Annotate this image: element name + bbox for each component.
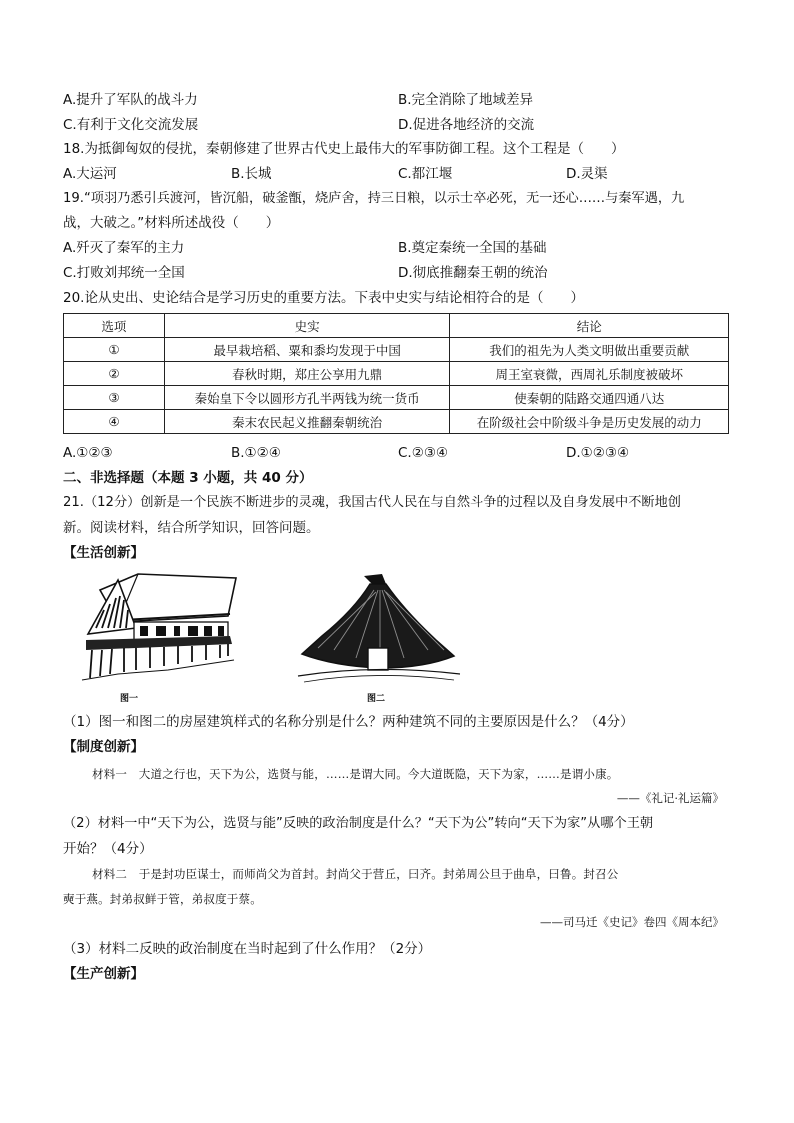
q17-option-a: A.提升了军队的战斗力 [63,92,198,108]
material1-source: ——《礼记·礼运篇》 [616,791,724,805]
q20-table [63,313,729,434]
section2-title: 二、非选择题（本题 3 小题，共 40 分） [63,470,313,486]
q18-option-d: D.灵渠 [566,166,608,182]
table-cell: 周王室衰微，西周礼乐制度被破坏 [450,362,729,386]
q19-option-b: B.奠定秦统一全国的基础 [398,240,547,256]
table-cell: 最早栽培稻、粟和黍均发现于中国 [164,338,450,362]
table-row [64,338,729,362]
figure-round-hut [294,570,464,685]
table-cell: ④ [64,410,165,434]
figure1-caption: 图一 [120,694,139,704]
table-cell: 使秦朝的陆路交通四通八达 [450,386,729,410]
q21-intro-line1: 21.（12分）创新是一个民族不断进步的灵魂，我国古代人民在与自然斗争的过程以及自身发展中不断地创 [63,495,681,510]
q20-option-c: C.②③④ [398,445,449,461]
figure2-caption: 图二 [367,694,386,704]
q21-sub2-line2: 开始？（4分） [63,841,153,857]
table-cell: ③ [64,386,165,410]
table-row [64,410,729,434]
material2-line1: 材料二 于是封功臣谋士，而师尚父为首封。封尚父于营丘，曰齐。封弟周公旦于曲阜，曰鲁。封召公 [92,867,619,881]
material2-source: ——司马迁《史记》卷四《周本纪》 [540,915,724,929]
q18-option-c: C.都江堰 [398,166,453,182]
q21-sub2-line1: （2）材料一中“天下为公，选贤与能”反映的政治制度是什么？“天下为公”转向“天下为家”从哪个王朝 [63,816,654,831]
q19-stem-line2: 战，大破之。”材料所述战役（ ） [63,215,280,231]
q17-option-b: B.完全消除了地域差异 [398,92,534,108]
q20-option-b: B.①②④ [231,445,281,461]
table-row [64,386,729,410]
q19-stem-line1: 19.“项羽乃悉引兵渡河，皆沉船，破釜甑，烧庐舍，持三日粮，以示士卒必死，无一还心……与秦军遇，九 [63,191,685,206]
q21-intro-line2: 新。阅读材料，结合所学知识，回答问题。 [63,520,320,536]
q17-option-d: D.促进各地经济的交流 [398,117,535,133]
table-row [64,362,729,386]
q20-stem: 20.论从史出、史论结合是学习历史的重要方法。下表中史实与结论相符合的是（ ） [63,290,584,306]
table-cell: 春秋时期，郑庄公享用九鼎 [164,362,450,386]
table-header-row [64,314,729,338]
q17-option-c: C.有利于文化交流发展 [63,117,199,133]
heading-life-innovation: 【生活创新】 [63,545,144,561]
q19-option-c: C.打败刘邦统一全国 [63,265,185,281]
q19-option-a: A.歼灭了秦军的主力 [63,240,185,256]
q18-stem: 18.为抵御匈奴的侵扰，秦朝修建了世界古代史上最伟大的军事防御工程。这个工程是（ ） [63,141,625,157]
q18-option-b: B.长城 [231,166,272,182]
table-cell: 秦始皇下令以圆形方孔半两钱为统一货币 [164,386,450,410]
figure-stilt-house [78,570,243,685]
q21-sub3: （3）材料二反映的政治制度在当时起到了什么作用？（2分） [63,941,432,957]
q18-option-a: A.大运河 [63,166,117,182]
table-cell: 在阶级社会中阶级斗争是历史发展的动力 [450,410,729,434]
table-cell: ① [64,338,165,362]
q20-option-a: A.①②③ [63,445,113,461]
table-cell: ② [64,362,165,386]
table-cell: 我们的祖先为人类文明做出重要贡献 [450,338,729,362]
table-header-fact: 史实 [164,314,450,338]
table-header-option: 选项 [64,314,165,338]
material2-line2: 奭于燕。封弟叔鲜于管，弟叔度于蔡。 [63,892,262,906]
q19-option-d: D.彻底推翻秦王朝的统治 [398,265,548,281]
heading-system-innovation: 【制度创新】 [63,739,144,755]
heading-production-innovation: 【生产创新】 [63,966,144,982]
material1-text: 材料一 大道之行也，天下为公，选贤与能，……是谓大同。今大道既隐，天下为家，……是谓小康。 [92,767,619,781]
table-header-conclusion: 结论 [450,314,729,338]
table-cell: 秦末农民起义推翻秦朝统治 [164,410,450,434]
q21-sub1: （1）图一和图二的房屋建筑样式的名称分别是什么？两种建筑不同的主要原因是什么？（4分） [63,714,634,730]
q20-option-d: D.①②③④ [566,445,630,461]
